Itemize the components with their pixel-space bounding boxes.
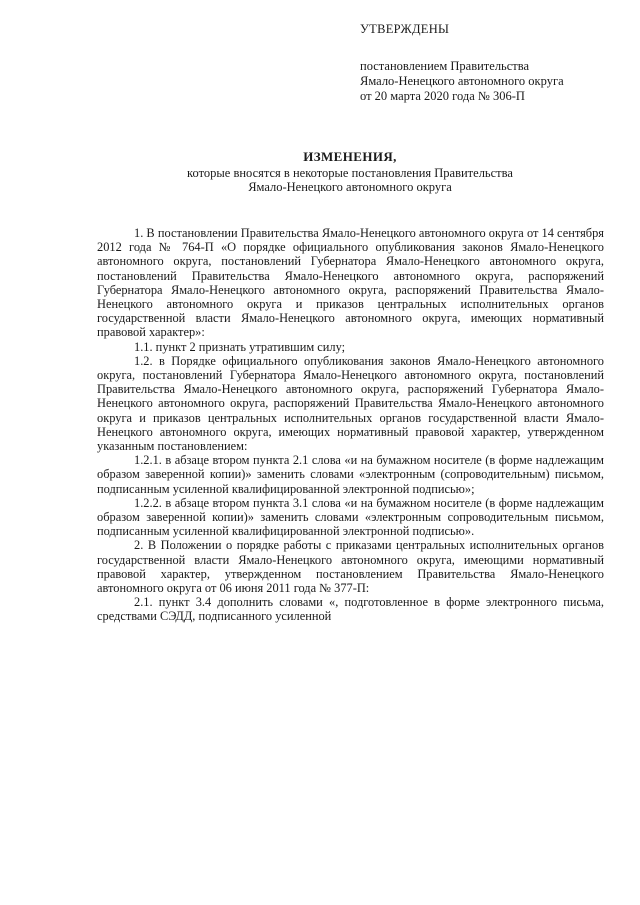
document-title [95, 150, 605, 194]
approval-heading: УТВЕРЖДЕНЫ [360, 22, 450, 36]
paragraph-1-1: 1.1. пункт 2 признать утратившим силу; [134, 339, 346, 354]
paragraph-2: 2. В Положении о порядке работы с приказами центральных исполнительных органов государственной власти Ямало-Ненецкого автономного округа, имеющими нормативный правовой характер, утвержденном постановлением Правительства Ямало-Ненецкого автономного округа от 06 июня 2011 года № 377-П: [97, 538, 604, 596]
paragraph-1-2-1: 1.2.1. в абзаце втором пункта 2.1 слова «и на бумажном носителе (в форме надлежащим образом заверенной копии)» заменить словами «электронным (сопроводительным) письмом, подписанным усиленной квалифицированной электронной подписью»; [97, 453, 604, 496]
title-subtitle-line: которые вносятся в некоторые постановления Правительства [187, 166, 513, 180]
title-subtitle-line: Ямало-Ненецкого автономного округа [248, 180, 452, 194]
title-main: ИЗМЕНЕНИЯ, [303, 149, 397, 164]
approval-line: Ямало-Ненецкого автономного округа [360, 74, 564, 88]
paragraph-1-2-2: 1.2.2. в абзаце втором пункта 3.1 слова «и на бумажном носителе (в форме надлежащим образом заверенной копии)» заменить словами «электронным сопроводительным письмом, подписанным усиленной квалифицированной электронной подписью». [97, 495, 604, 539]
paragraph-2-1: 2.1. пункт 3.4 дополнить словами «, подготовленное в форме электронного письма, средствами СЭДД, подписанного усиленной [97, 595, 604, 624]
approval-line: от 20 марта 2020 года № 306-П [360, 89, 525, 103]
paragraph-1-2: 1.2. в Порядке официального опубликования законов Ямало-Ненецкого автономного округа, постановлений Губернатора Ямало-Ненецкого автономного округа, постановлений Правительства Ямало-Ненецкого автономного округа, распоряжений Губернатора Ямало-Ненецкого автономного округа, распоряжений Правительства Ямало-Ненецкого автономного округа и приказов центральных исполнительных органов государственной власти Ямало-Ненецкого автономного округа, имеющих нормативный правовой характер, утвержденном указанным постановлением: [97, 353, 604, 454]
paragraph-1: 1. В постановлении Правительства Ямало-Ненецкого автономного округа от 14 сентября 2012 года № 764-П «О порядке официального опубликования законов Ямало-Ненецкого автономного округа, постановлений Губернатора Ямало-Ненецкого автономного округа, постановлений Правительства Ямало-Ненецкого автономного округа, распоряжений Губернатора Ямало-Ненецкого автономного округа, распоряжений Правительства Ямало-Ненецкого автономного округа и приказов центральных исполнительных органов государственной власти Ямало-Ненецкого автономного округа, имеющих нормативный правовой характер»: [97, 226, 604, 340]
approval-line: постановлением Правительства [360, 59, 530, 73]
document-body [97, 226, 604, 624]
approval-stamp [360, 22, 564, 104]
